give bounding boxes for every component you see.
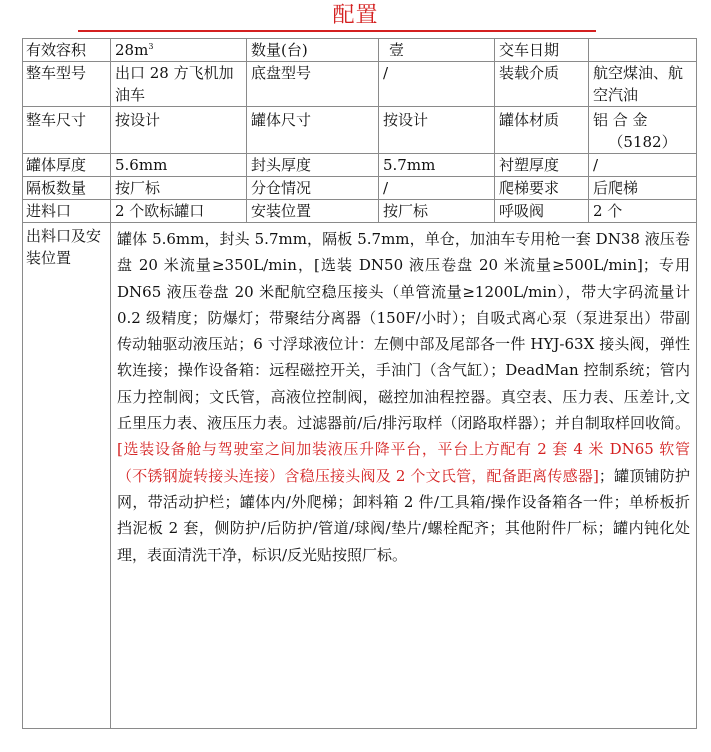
cell-label-quantity: 数量(台) — [247, 39, 379, 62]
cell-label-effective-volume: 有效容积 — [23, 39, 111, 62]
description-text-continued: ；罐顶铺防护网，带活动护栏；罐体内/外爬梯；卸料箱 2 件/工具箱/操作设备箱各一件；单桥板折挡泥板 2 套，侧防护/后防护/管道/球阀/垫片/螺栓配齐；其他附件厂标；罐内钝化处理，表面清洗干净，标识/反光贴按照厂标。 — [117, 466, 690, 564]
cell-label-tank-material: 罐体材质 — [495, 107, 589, 154]
cell-label-baffle-count: 隔板数量 — [23, 177, 111, 200]
cell-label-vehicle-size: 整车尺寸 — [23, 107, 111, 154]
cell-value-medium: 航空煤油、航空汽油 — [589, 62, 697, 107]
configuration-table — [22, 38, 697, 729]
cell-value-vehicle-model: 出口 28 方飞机加油车 — [111, 62, 247, 107]
cell-value-lining-thickness: / — [589, 154, 697, 177]
cell-value-chassis-model: / — [379, 62, 495, 107]
cell-label-breather-valve: 呼吸阀 — [495, 200, 589, 223]
cell-label-install-position: 安装位置 — [247, 200, 379, 223]
cell-label-ladder: 爬梯要求 — [495, 177, 589, 200]
cell-value-ladder: 后爬梯 — [589, 177, 697, 200]
cell-label-tank-size: 罐体尺寸 — [247, 107, 379, 154]
cell-label-delivery-date: 交车日期 — [495, 39, 589, 62]
table-row — [23, 200, 697, 223]
cell-label-tank-thickness: 罐体厚度 — [23, 154, 111, 177]
tank-material-name: 铝 合 金 — [593, 111, 648, 129]
cell-label-vehicle-model: 整车型号 — [23, 62, 111, 107]
cell-label-outlet: 出料口及安装位置 — [23, 223, 111, 729]
table-row — [23, 177, 697, 200]
cell-label-medium: 装载介质 — [495, 62, 589, 107]
tank-material-grade: （5182） — [608, 133, 677, 151]
cell-value-tank-material — [589, 107, 697, 154]
cell-label-lining-thickness: 衬塑厚度 — [495, 154, 589, 177]
table-row — [23, 107, 697, 154]
cell-label-inlet: 进料口 — [23, 200, 111, 223]
cell-value-quantity: 壹 — [379, 39, 495, 62]
volume-value: 28m — [115, 41, 149, 59]
cell-value-install-position: 按厂标 — [379, 200, 495, 223]
cell-label-compartments: 分仓情况 — [247, 177, 379, 200]
cell-value-delivery-date — [589, 39, 697, 62]
page-title: 配置 — [332, 3, 379, 28]
table-row — [23, 39, 697, 62]
description-text: 罐体 5.6mm，封头 5.7mm，隔板 5.7mm，单仓，加油车专用枪一套 DN38 液压卷盘 20 米流量≥350L/min，[选装 DN50 液压卷盘 20 米流量≥500L/min]；专用 DN65 液压卷盘 20 米配航空稳压接头（单管流量≥1200L/min），带大字码流量计 0.2 级精度；防爆灯；带聚结分离器（150F/小时）；自吸式离心泵（泵进泵出）带副传动轴驱动液压站；6 寸浮球液位计：左侧中部及尾部各一件 HYJ-63X 接头阀，弹性软连接；操作设备箱：远程磁控开关，手油门（含气缸）；DeadMan 控制系统；管内压力控制阀；文氏管，高液位控制阀，磁控加油程控器。真空表、压力表、压差计,文丘里压力表、液压压力表。过滤器前/后/排污取样（闭路取样器）；并自制取样回收简。 — [117, 230, 690, 433]
title-underline — [78, 30, 596, 32]
cell-outlet-description — [111, 223, 697, 729]
cell-label-head-thickness: 封头厚度 — [247, 154, 379, 177]
cell-value-baffle-count: 按厂标 — [111, 177, 247, 200]
cell-value-compartments: / — [379, 177, 495, 200]
table-row — [23, 223, 697, 729]
cell-value-vehicle-size: 按设计 — [111, 107, 247, 154]
volume-unit-superscript: 3 — [148, 42, 154, 51]
cell-value-tank-size: 按设计 — [379, 107, 495, 154]
cell-value-head-thickness: 5.7mm — [379, 154, 495, 177]
description-optional-red: [选装设备舱与驾驶室之间加装液压升降平台，平台上方配有 2 套 4 米 DN65 软管（不锈钢旋转接头连接）含稳压接头阀及 2 个文氏管，配备距离传感器] — [117, 440, 690, 485]
table-row — [23, 62, 697, 107]
cell-value-breather-valve: 2 个 — [589, 200, 697, 223]
cell-value-tank-thickness: 5.6mm — [111, 154, 247, 177]
table-row — [23, 154, 697, 177]
cell-value-effective-volume — [111, 39, 247, 62]
cell-value-inlet: 2 个欧标罐口 — [111, 200, 247, 223]
cell-label-chassis-model: 底盘型号 — [247, 62, 379, 107]
